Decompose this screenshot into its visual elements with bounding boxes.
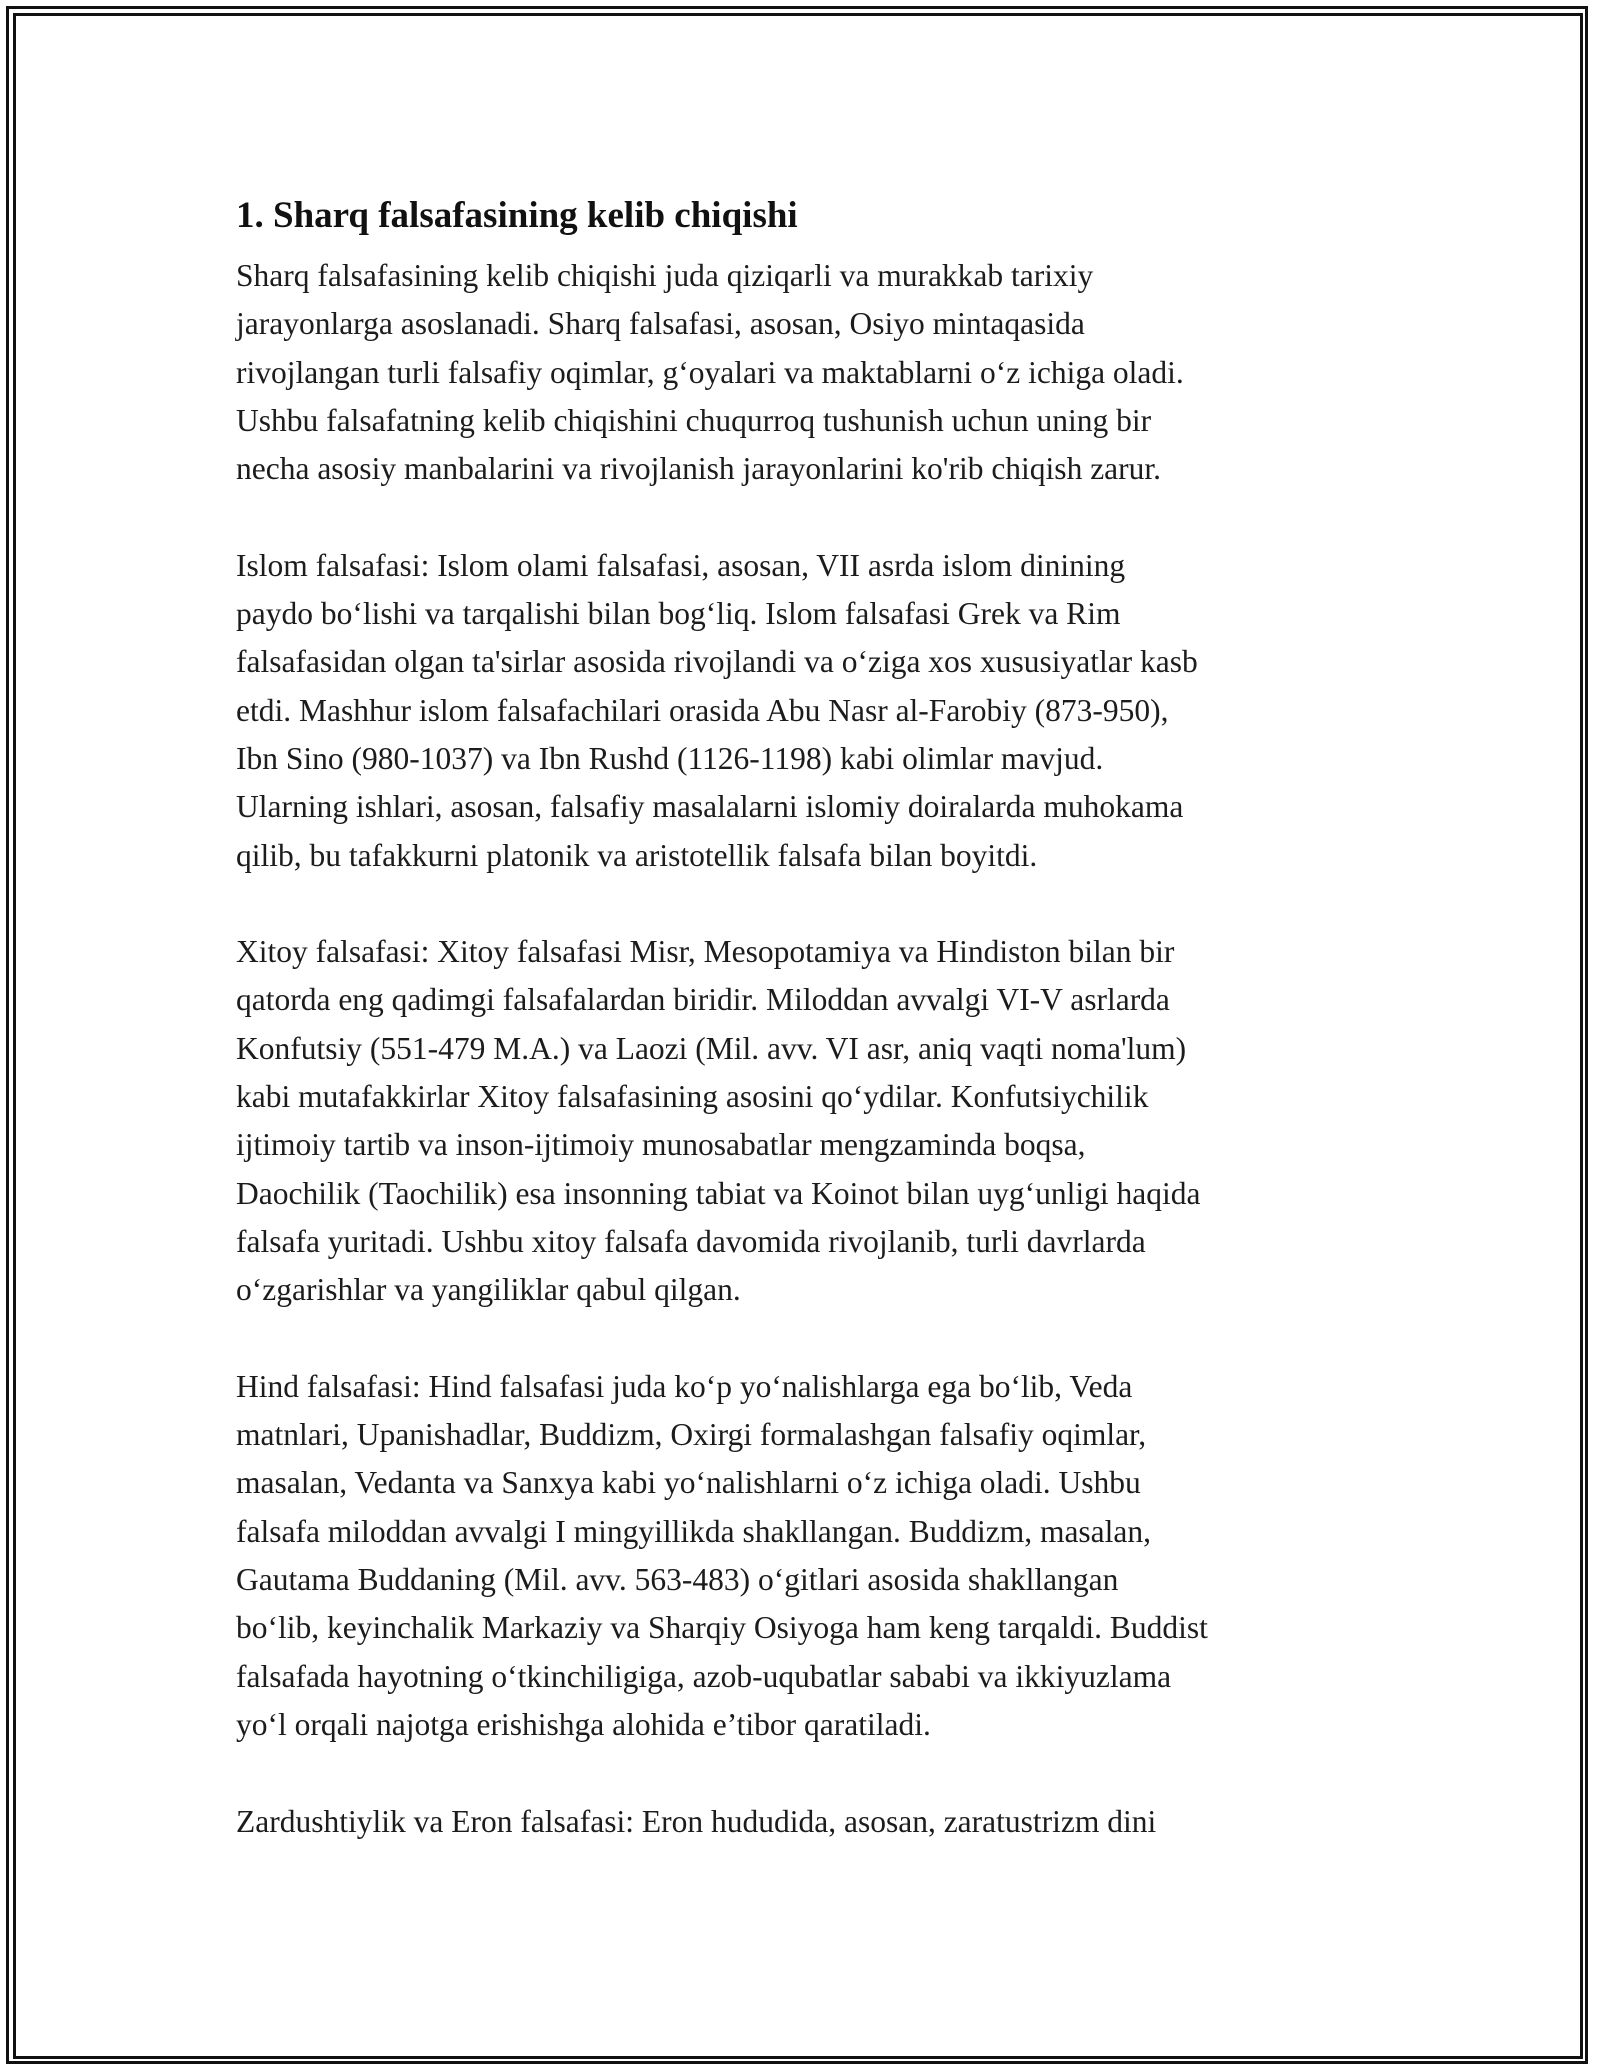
paragraph-line: falsafada hayotning o‘tkinchiligiga, azob-uqubatlar sababi va ikkiyuzlama: [236, 1658, 1172, 1694]
document-body: [236, 188, 1381, 1894]
paragraph-line: Sharq falsafasining kelib chiqishi juda qiziqarli va murakkab tarixiy: [236, 258, 1094, 293]
paragraph-line: yo‘l orqali najotga erishishga alohida e’tibor qaratiladi.: [236, 1706, 931, 1742]
paragraph-line: jarayonlarga asoslanadi. Sharq falsafasi, asosan, Osiyo mintaqasida: [236, 306, 1085, 342]
paragraph-line: masalan, Vedanta va Sanxya kabi yo‘nalishlarni o‘z ichiga oladi. Ushbu: [236, 1465, 1141, 1501]
paragraph-line: Konfutsiy (551-479 M.A.) va Laozi (Mil. avv. VI asr, aniq vaqti noma'lum): [236, 1030, 1187, 1066]
paragraph-line: Islom falsafasi: Islom olami falsafasi, asosan, VII asrda islom dinining: [236, 547, 1126, 583]
paragraph-line: falsafa yuritadi. Ushbu xitoy falsafa davomida rivojlanib, turli davrlarda: [236, 1223, 1146, 1259]
paragraph-line: Xitoy falsafasi: Xitoy falsafasi Misr, Mesopotamiya va Hindiston bilan bir: [236, 934, 1175, 970]
paragraph-line: necha asosiy manbalarini va rivojlanish jarayonlarini ko'rib chiqish zarur.: [236, 451, 1162, 487]
paragraph: [236, 252, 1381, 493]
paragraph: [236, 928, 1381, 1314]
paragraph-line: qilib, bu tafakkurni platonik va aristotellik falsafa bilan boyitdi.: [236, 837, 1038, 873]
paragraph-line: rivojlangan turli falsafiy oqimlar, g‘oyalari va maktablarni o‘z ichiga oladi.: [236, 354, 1184, 390]
paragraph-list: [236, 252, 1381, 1846]
paragraph-line: bo‘lib, keyinchalik Markaziy va Sharqiy Osiyoga ham keng tarqaldi. Buddist: [236, 1610, 1208, 1646]
paragraph-line: falsafasidan olgan ta'sirlar asosida rivojlandi va o‘ziga xos xususiyatlar kasb: [236, 644, 1198, 680]
paragraph-line: Ibn Sino (980-1037) va Ibn Rushd (1126-1198) kabi olimlar mavjud.: [236, 740, 1104, 776]
paragraph-line: Hind falsafasi: Hind falsafasi juda ko‘p yo‘nalishlarga ega bo‘lib, Veda: [236, 1368, 1133, 1404]
paragraph-line: kabi mutafakkirlar Xitoy falsafasining asosini qo‘ydilar. Konfutsiychilik: [236, 1079, 1149, 1115]
section-heading: 1. Sharq falsafasining kelib chiqishi: [236, 195, 798, 236]
paragraph-line: Daochilik (Taochilik) esa insonning tabiat va Koinot bilan uyg‘unligi haqida: [236, 1175, 1201, 1211]
paragraph-line: qatorda eng qadimgi falsafalardan biridir. Miloddan avvalgi VI-V asrlarda: [236, 982, 1170, 1018]
paragraph-line: Zardushtiylik va Eron falsafasi: Eron hududida, asosan, zaratustrizm dini: [236, 1803, 1157, 1839]
paragraph-line: Gautama Buddaning (Mil. avv. 563-483) o‘gitlari asosida shakllangan: [236, 1562, 1119, 1598]
paragraph: [236, 1798, 1381, 1846]
paragraph-line: paydo bo‘lishi va tarqalishi bilan bog‘liq. Islom falsafasi Grek va Rim: [236, 596, 1121, 632]
paragraph-line: o‘zgarishlar va yangiliklar qabul qilgan.: [236, 1272, 741, 1308]
paragraph-line: matnlari, Upanishadlar, Buddizm, Oxirgi formalashgan falsafiy oqimlar,: [236, 1417, 1147, 1453]
paragraph-line: falsafa miloddan avvalgi I mingyillikda shakllangan. Buddizm, masalan,: [236, 1513, 1152, 1549]
paragraph: [236, 542, 1381, 880]
paragraph-line: ijtimoiy tartib va inson-ijtimoiy munosabatlar mengzaminda boqsa,: [236, 1127, 1086, 1163]
paragraph-line: etdi. Mashhur islom falsafachilari orasida Abu Nasr al-Farobiy (873-950),: [236, 692, 1169, 728]
paragraph-line: Ularning ishlari, asosan, falsafiy masalalarni islomiy doiralarda muhokama: [236, 789, 1184, 825]
paragraph-line: Ushbu falsafatning kelib chiqishini chuqurroq tushunish uchun uning bir: [236, 402, 1152, 438]
paragraph: [236, 1363, 1381, 1749]
